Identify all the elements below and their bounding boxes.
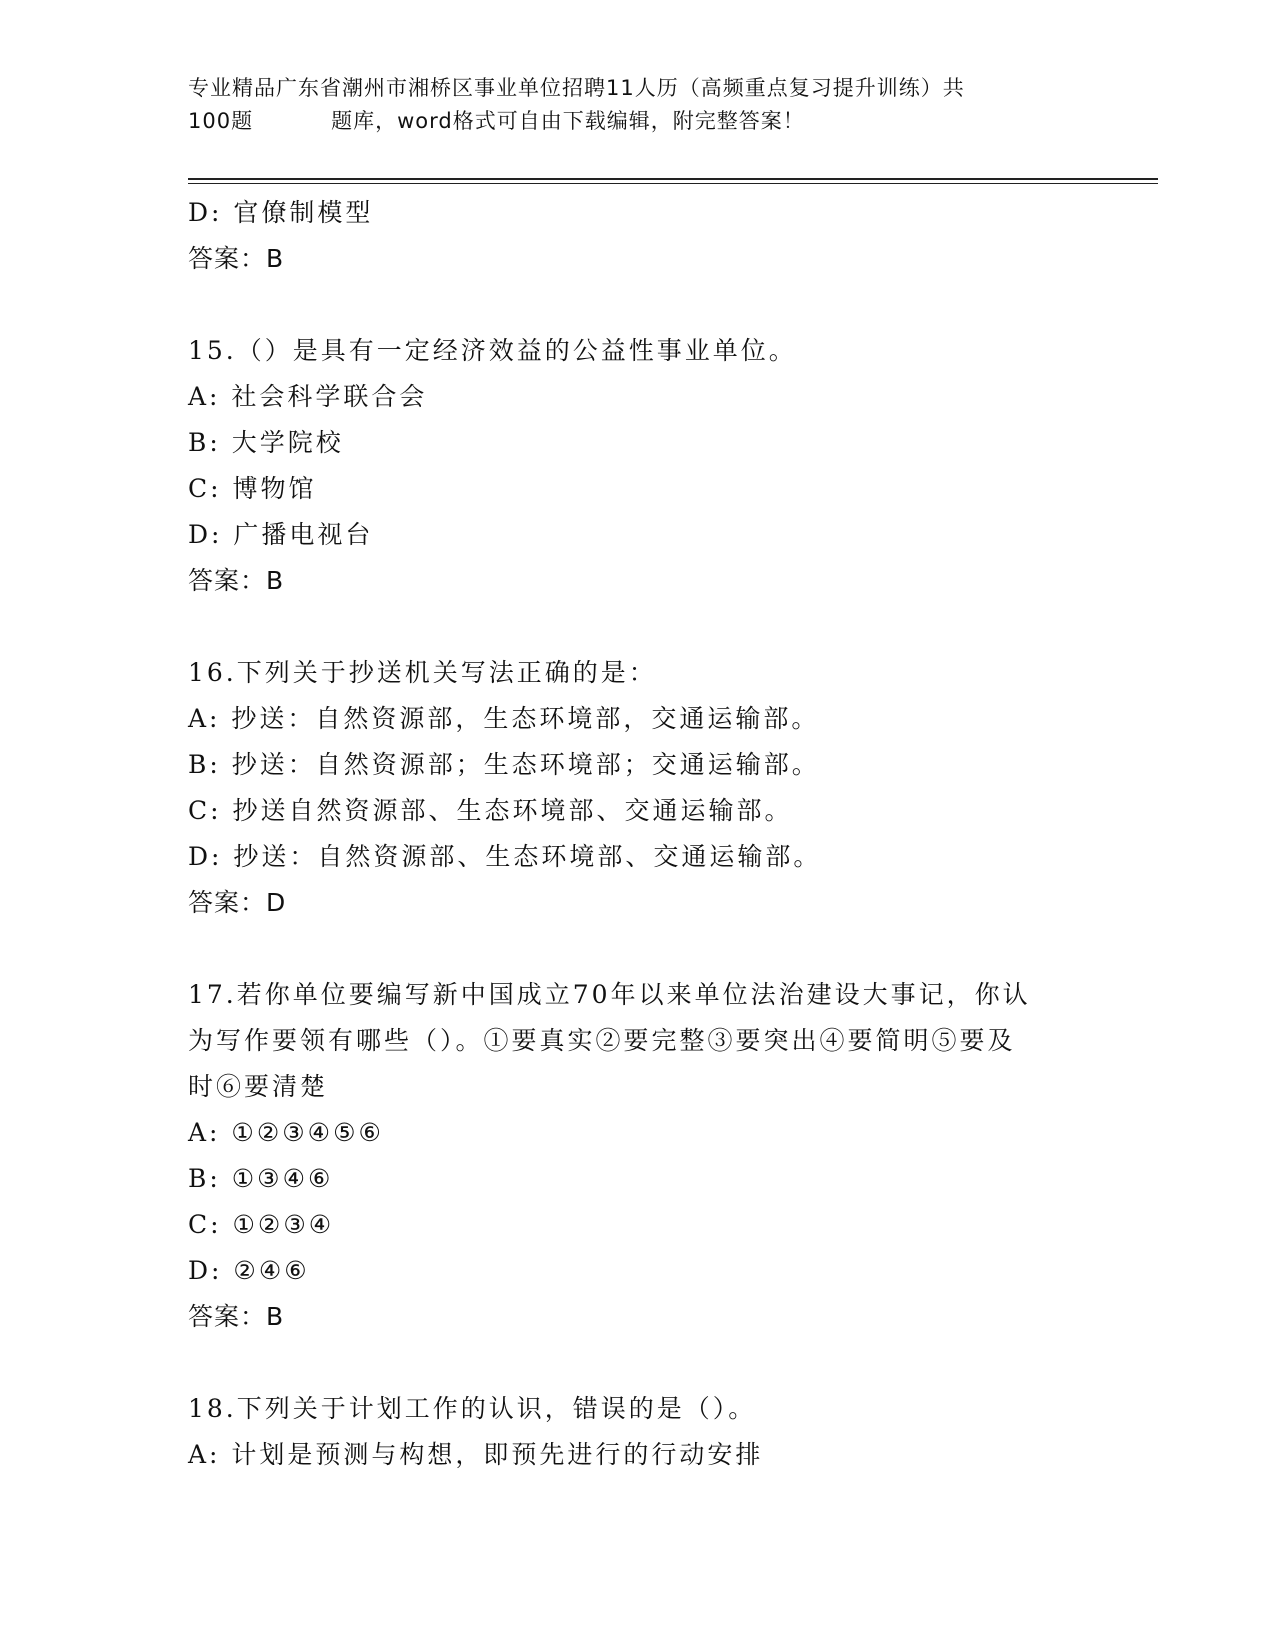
question-14-tail	[188, 190, 1088, 282]
option-c: C: 抄送自然资源部、生态环境部、交通运输部。	[188, 796, 793, 825]
header-line-1: 专业精品广东省潮州市湘桥区事业单位招聘11人历（高频重点复习提升训练）共	[188, 76, 965, 100]
option-d: D: ②④⑥	[188, 1256, 310, 1285]
question-16	[188, 650, 1088, 926]
option-a: A: ①②③④⑤⑥	[188, 1118, 384, 1147]
page-header	[188, 72, 1088, 138]
option-c: C: 博物馆	[188, 474, 317, 503]
question-18	[188, 1386, 1088, 1478]
option-d: D: 抄送：自然资源部、生态环境部、交通运输部。	[188, 842, 822, 871]
answer-line: 答案：B	[188, 1302, 285, 1331]
option-b: B: 大学院校	[188, 428, 344, 457]
question-stem-line: 时⑥要清楚	[188, 1072, 329, 1101]
question-stem: 15.（）是具有一定经济效益的公益性事业单位。	[188, 336, 797, 365]
option-a: A: 计划是预测与构想，即预先进行的行动安排	[188, 1440, 764, 1469]
question-stem-line: 为写作要领有哪些（）。①要真实②要完整③要突出④要简明⑤要及	[188, 1026, 1016, 1055]
answer-line: 答案：D	[188, 888, 287, 917]
header-divider-thick	[188, 178, 1158, 180]
question-17	[188, 972, 1088, 1340]
header-divider-thin	[188, 183, 1158, 184]
option-a: A: 抄送：自然资源部，生态环境部，交通运输部。	[188, 704, 820, 733]
header-question-count: 100题	[188, 109, 254, 133]
answer-line: 答案：B	[188, 566, 285, 595]
question-stem: 18.下列关于计划工作的认识，错误的是（）。	[188, 1394, 757, 1423]
option-d: D: 广播电视台	[188, 520, 374, 549]
header-description: 题库，word格式可自由下载编辑，附完整答案！	[331, 109, 805, 133]
option-a: A: 社会科学联合会	[188, 382, 428, 411]
question-stem-line: 17.若你单位要编写新中国成立70年以来单位法治建设大事记，你认	[188, 980, 1031, 1009]
question-list	[188, 190, 1088, 1478]
answer-line: 答案：B	[188, 244, 285, 273]
question-15	[188, 328, 1088, 604]
option-b: B: ①③④⑥	[188, 1164, 334, 1193]
option-c: C: ①②③④	[188, 1210, 335, 1239]
option-b: B: 抄送：自然资源部；生态环境部；交通运输部。	[188, 750, 820, 779]
option-d: D: 官僚制模型	[188, 198, 374, 227]
question-stem: 16.下列关于抄送机关写法正确的是：	[188, 658, 657, 687]
header-line-2	[188, 105, 1088, 138]
